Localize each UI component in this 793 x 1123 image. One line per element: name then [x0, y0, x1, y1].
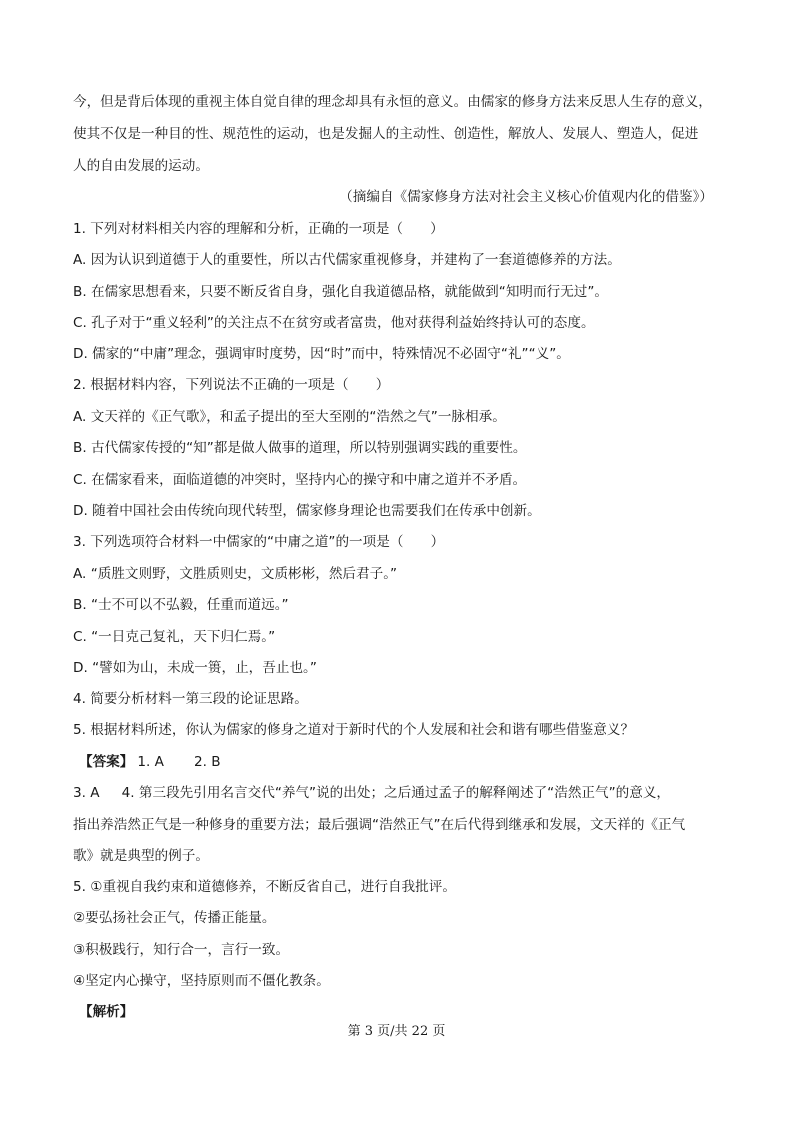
question-2-option-c: C. 在儒家看来，面临道德的冲突时，坚持内心的操守和中庸之道并不矛盾。 [73, 472, 527, 488]
answer-2: 2. B [193, 754, 221, 770]
passage-source: （摘编自《儒家修身方法对社会主义核心价值观内化的借鉴》） [339, 189, 713, 205]
answer-5-line-4: ④坚定内心操守，坚持原则而不僵化教条。 [73, 973, 330, 989]
answer-header-line [79, 752, 729, 772]
question-1-option-c: C. 孔子对于“重义轻利”的关注点不在贫穷或者富贵，他对获得利益始终持认可的态度。 [73, 315, 595, 331]
question-2-option-d: D. 随着中国社会由传统向现代转型，儒家修身理论也需要我们在传承中创新。 [73, 503, 541, 519]
answer-5-line-2: ②要弘扬社会正气，传播正能量。 [73, 910, 276, 926]
answer-4-line-3: 歌》就是典型的例子。 [73, 848, 209, 864]
answer-5-line-3: ③积极践行，知行合一，言行一致。 [73, 942, 290, 958]
question-1-option-a: A. 因为认识到道德于人的重要性，所以古代儒家重视修身，并建构了一套道德修养的方法。 [73, 252, 621, 268]
question-1-option-d: D. 儒家的“中庸”理念，强调审时度势，因“时”而中，特殊情况不必固守“礼”“义”。 [73, 346, 570, 362]
passage-line-1: 今，但是背后体现的重视主体自觉自律的理念却具有永恒的意义。由儒家的修身方法来反思人生存的意义， [73, 94, 712, 110]
question-1-stem: 1. 下列对材料相关内容的理解和分析，正确的一项是（ ） [73, 221, 444, 237]
question-4-stem: 4. 简要分析材料一第三段的论证思路。 [73, 691, 308, 707]
answer-line-3-4 [73, 783, 723, 803]
question-2-stem: 2. 根据材料内容，下列说法不正确的一项是（ ） [73, 377, 390, 393]
answer-5-line-1: 5. ①重视自我约束和道德修养，不断反省自己，进行自我批评。 [73, 879, 456, 895]
passage-line-2: 使其不仅是一种目的性、规范性的运动，也是发掘人的主动性、创造性，解放人、发展人、塑造人，促进 [73, 126, 699, 142]
question-3-option-b: B. “士不可以不弘毅，任重而道远。” [73, 597, 289, 613]
question-2-option-b: B. 古代儒家传授的“知”都是做人做事的道理，所以特别强调实践的重要性。 [73, 440, 527, 456]
question-5-stem: 5. 根据材料所述，你认为儒家的修身之道对于新时代的个人发展和社会和谐有哪些借鉴意义？ [73, 722, 635, 738]
question-3-option-a: A. “质胜文则野，文胜质则史，文质彬彬，然后君子。” [73, 566, 398, 582]
question-1-option-b: B. 在儒家思想看来，只要不断反省自身，强化自我道德品格，就能做到“知明而行无过”。 [73, 284, 609, 300]
answer-4-line-2: 指出养浩然正气是一种修身的重要方法；最后强调“浩然正气”在后代得到继承和发展，文天祥的《正气 [73, 817, 686, 833]
answer-label: 【答案】 [79, 754, 134, 770]
answer-3: 3. A [73, 785, 100, 801]
answer-1: 1. A [137, 754, 164, 770]
answer-4-line-1: 4. 第三段先引用名言交代“养气”说的出处；之后通过孟子的解释阐述了“浩然正气”的意义， [121, 785, 671, 801]
question-2-option-a: A. 文天祥的《正气歌》，和孟子提出的至大至刚的“浩然之气”一脉相承。 [73, 409, 506, 425]
question-3-option-d: D. “譬如为山，未成一篑，止，吾止也。” [73, 660, 317, 676]
passage-line-3: 人的自由发展的运动。 [73, 158, 209, 174]
question-3-stem: 3. 下列选项符合材料一中儒家的“中庸之道”的一项是（ ） [73, 534, 445, 550]
question-3-option-c: C. “一日克己复礼，天下归仁焉。” [73, 629, 276, 645]
page-footer: 第 3 页/共 22 页 [347, 1024, 446, 1039]
analysis-label: 【解析】 [79, 1004, 134, 1020]
